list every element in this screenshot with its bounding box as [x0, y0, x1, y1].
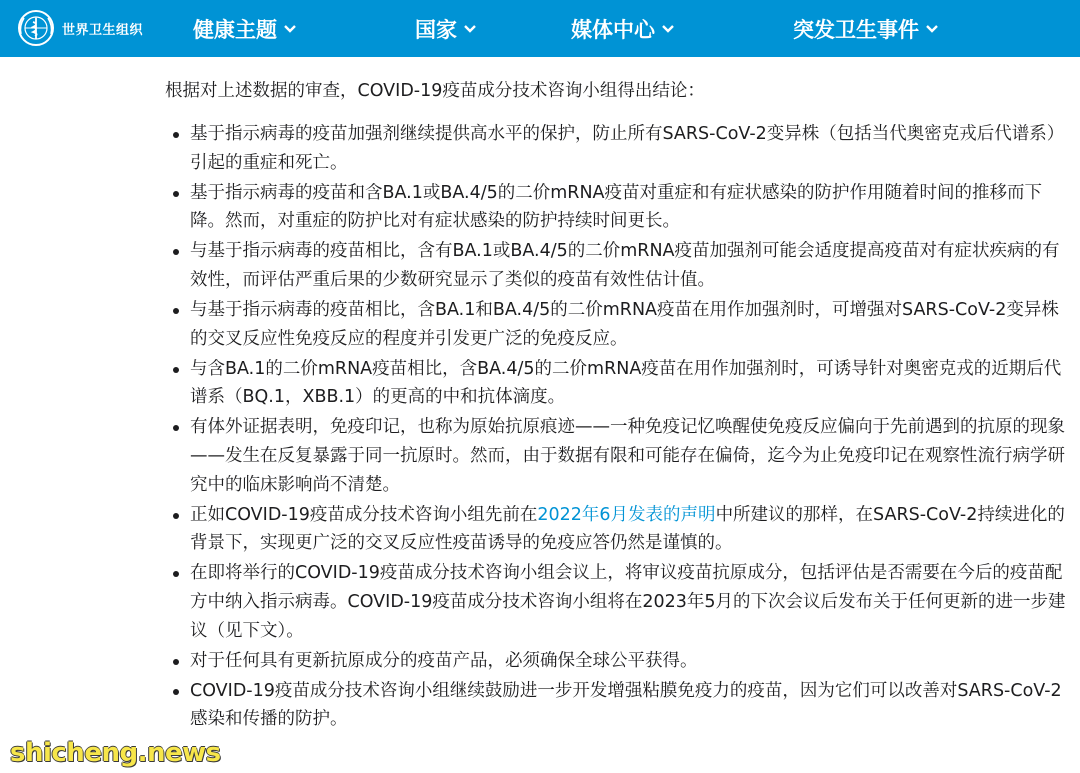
list-item-text: 与含BA.1的二价mRNA疫苗相比，含BA.4/5的二价mRNA疫苗在用作加强剂时，可诱导针对奥密克戎的近期后代谱系（BQ.1，XBB.1）的更高的中和抗体滴度。 [190, 358, 1062, 408]
list-item [163, 296, 1075, 353]
list-item-text: 在即将举行的COVID-19疫苗成分技术咨询小组会议上，将审议疫苗抗原成分，包括评估是否需要在今后的疫苗配方中纳入指示病毒。COVID-19疫苗成分技术咨询小组将在2023年5月的下次会议后发布关于任何更新的进一步建议（见下文）。 [190, 563, 1066, 641]
nav-label: 健康主题 [193, 17, 277, 42]
who-logo[interactable] [16, 8, 143, 48]
list-item [163, 179, 1075, 236]
bullet-icon [173, 425, 179, 431]
nav-countries[interactable] [415, 0, 477, 57]
bullet-icon [173, 308, 179, 314]
nav-label: 国家 [415, 17, 457, 42]
bullet-icon [173, 191, 179, 197]
article-content [163, 76, 1075, 735]
list-item-text: 与基于指示病毒的疫苗相比，含有BA.1或BA.4/5的二价mRNA疫苗加强剂可能会适度提高疫苗对有症状疾病的有效性，而评估严重后果的少数研究显示了类似的疫苗有效性估计值。 [190, 241, 1060, 290]
list-item [163, 355, 1075, 412]
list-item-text: 对于任何具有更新抗原成分的疫苗产品，必须确保全球公平获得。 [190, 650, 698, 671]
list-item [163, 559, 1075, 645]
bullet-icon [173, 132, 179, 138]
list-item-text-after: 中所建议的那样，在SARS-CoV-2持续进化的背景下，实现更广泛的交叉反应性疫苗诱导的免疫应答仍然是谨慎的。 [190, 504, 1065, 554]
june-2022-statement-link[interactable]: 2022年6月发表的声明 [537, 504, 716, 525]
bullet-icon [173, 513, 179, 519]
list-item [163, 237, 1075, 294]
list-item [163, 501, 1075, 558]
chevron-down-icon [661, 22, 675, 36]
conclusions-list [163, 120, 1075, 734]
nav-emergencies[interactable] [793, 0, 939, 57]
chevron-down-icon [925, 22, 939, 36]
site-watermark: shicheng.news [10, 738, 221, 768]
chevron-down-icon [283, 22, 297, 36]
bullet-icon [173, 249, 179, 255]
list-item [163, 677, 1075, 734]
nav-health-topics[interactable] [193, 0, 297, 57]
list-item [163, 647, 1075, 676]
bullet-icon [173, 367, 179, 373]
who-emblem-icon [16, 8, 56, 48]
list-item-text: 与基于指示病毒的疫苗相比，含BA.1和BA.4/5的二价mRNA疫苗在用作加强剂时，可增强对SARS-CoV-2变异株的交叉反应性免疫反应的程度并引发更广泛的免疫反应。 [190, 300, 1059, 349]
list-item-text-before: 正如COVID-19疫苗成分技术咨询小组先前在 [190, 504, 538, 525]
list-item-text: 基于指示病毒的疫苗和含BA.1或BA.4/5的二价mRNA疫苗对重症和有症状感染的防护作用随着时间的推移而下降。然而，对重症的防护比对有症状感染的防护持续时间更长。 [190, 182, 1043, 232]
nav-label: 突发卫生事件 [793, 17, 919, 42]
bullet-icon [173, 689, 179, 695]
list-item-text: COVID-19疫苗成分技术咨询小组继续鼓励进一步开发增强粘膜免疫力的疫苗，因为它们可以改善对SARS-CoV-2感染和传播的防护。 [190, 680, 1062, 730]
chevron-down-icon [463, 22, 477, 36]
nav-label: 媒体中心 [571, 17, 655, 42]
list-item-text: 有体外证据表明，免疫印记，也称为原始抗原痕迹——一种免疫记忆唤醒使免疫反应偏向于先前遇到的抗原的现象——发生在反复暴露于同一抗原时。然而，由于数据有限和可能存在偏倚，迄今为止免疫印记在观察性流行病学研究中的临床影响尚不清楚。 [190, 417, 1065, 495]
top-navigation-bar [0, 0, 1080, 57]
nav-media-centre[interactable] [571, 0, 675, 57]
list-item [163, 413, 1075, 499]
list-item [163, 120, 1075, 177]
intro-paragraph: 根据对上述数据的审查，COVID-19疫苗成分技术咨询小组得出结论： [165, 81, 705, 101]
bullet-icon [173, 659, 179, 665]
logo-text: 世界卫生组织 [62, 22, 144, 38]
bullet-icon [173, 571, 179, 577]
list-item-text: 基于指示病毒的疫苗加强剂继续提供高水平的保护，防止所有SARS-CoV-2变异株（包括当代奥密克戎后代谱系）引起的重症和死亡。 [190, 124, 1065, 173]
